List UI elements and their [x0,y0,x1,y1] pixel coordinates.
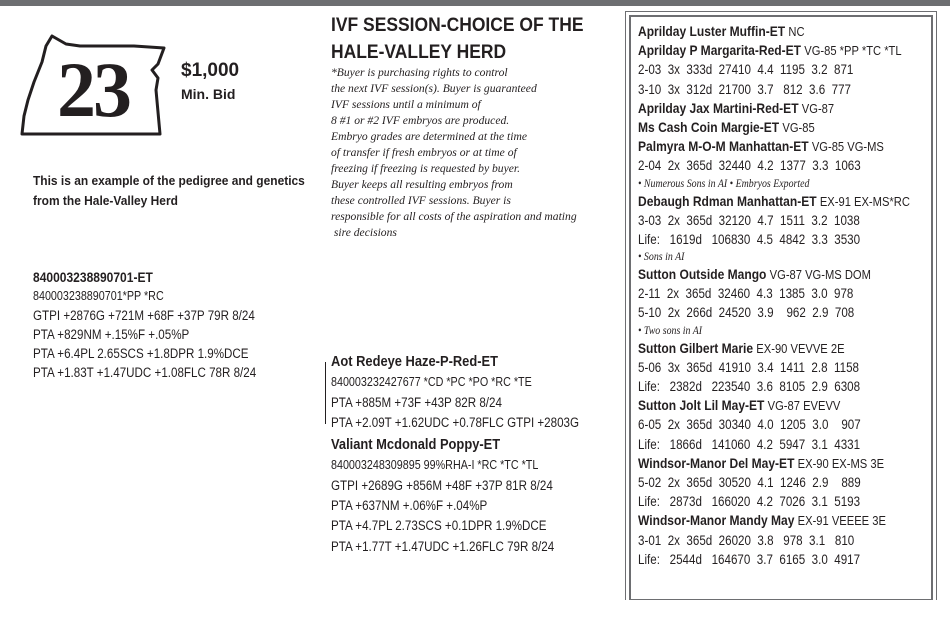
dam-registration: 840003248309895 99%RHA-I *RC *TC *TL [331,458,539,473]
production-record: Life: 1866d 141060 4.2 5947 3.1 4331 [638,436,861,452]
pedigree-bracket [325,362,326,424]
pedigree-note: • Sons in AI [638,251,685,264]
sire-registration: 840003232427677 *CD *PC *PO *RC *TE [331,375,532,390]
production-record: 5-10 2x 266d 24520 3.9 962 2.9 708 [638,305,855,321]
sire-dam-block [331,352,619,557]
production-record: 5-02 2x 365d 30520 4.1 1246 2.9 889 [638,474,861,490]
sire-genetics-line: PTA +885M +73F +43P 82R 8/24 [331,394,502,410]
example-line: This is an example of the pedigree and genetics [33,173,305,188]
production-record: Life: 2544d 164670 3.7 6165 3.0 4917 [638,551,861,567]
production-record: Life: 1619d 106830 4.5 4842 3.3 3530 [638,231,861,247]
example-note [33,171,309,211]
terms-line: IVF sessions until a minimum of [331,98,481,111]
pedigree-note: • Numerous Sons in AI • Embryos Exported [638,177,810,190]
terms-line: of transfer if fresh embryos or at time of [331,146,517,159]
animal-genetics-line: PTA +6.4PL 2.65SCS +1.8DPR 1.9%DCE [33,346,249,361]
production-record: 2-03 3x 333d 27410 4.4 1195 3.2 871 [638,62,854,78]
min-bid-price: $1,000 [181,60,240,81]
animal-genetics-line: PTA +1.83T +1.47UDC +1.08FLC 78R 8/24 [33,365,257,380]
ancestor-classification: VG-87 VG-MS DOM [769,267,871,283]
pedigree-ancestor [638,339,910,358]
ancestor-classification: EX-90 EX-MS 3E [797,455,885,471]
pedigree-ancestor [638,41,910,60]
production-record: 6-05 2x 365d 30340 4.0 1205 3.0 907 [638,417,861,433]
ancestor-classification: EX-90 VEVVE 2E [756,340,845,356]
dam-genetics-line: PTA +637NM +.06%F +.04%P [331,498,488,514]
terms-line: responsible for all costs of the aspiration and mating [331,210,577,223]
pedigree-note: • Two sons in AI [638,324,703,337]
terms-line: freezing if freezing is requested by buyer. [331,162,521,175]
pedigree-ancestor [638,454,910,473]
animal-genetics-line: GTPI +2876G +721M +68F +37P 79R 8/24 [33,308,255,323]
sire-genetics-line: PTA +2.09T +1.62UDC +0.78FLC GTPI +2803G [331,414,580,430]
ancestor-name: Debaugh Rdman Manhattan-ET [638,192,817,209]
terms-line: *Buyer is purchasing rights to control [331,66,508,79]
pedigree-ancestor [638,22,910,41]
terms-line: Embryo grades are determined at the time [331,130,527,143]
page-bottom [0,600,950,624]
terms-line: 8 #1 or #2 IVF embryos are produced. [331,114,510,127]
dam-genetics-line: GTPI +2689G +856M +48F +37P 81R 8/24 [331,477,553,493]
top-rule [0,0,950,6]
production-record: 2-11 2x 365d 32460 4.3 1385 3.0 978 [638,286,854,302]
production-record: 3-01 2x 365d 26020 3.8 978 3.1 810 [638,532,855,548]
animal-genetics-line: PTA +829NM +.15%F +.05%P [33,327,190,342]
ancestor-name: Aprilday Luster Muffin-ET [638,23,786,39]
production-record: Life: 2382d 223540 3.6 8105 2.9 6308 [638,379,861,394]
ancestor-classification: VG-85 VG-MS [811,139,884,155]
ancestor-classification: VG-87 [801,100,835,116]
production-record: 2-04 2x 365d 32440 4.2 1377 3.3 1063 [638,158,861,174]
ancestor-classification: NC [788,24,805,39]
pedigree-ancestor [638,192,910,211]
ancestor-name: Ms Cash Coin Margie-ET [638,118,780,135]
dam-genetics-line: PTA +4.7PL 2.73SCS +0.1DPR 1.9%DCE [331,518,547,534]
ancestor-name: Sutton Outside Mango [638,266,767,283]
terms-line: sire decisions [331,226,397,239]
title-line: HALE-VALLEY HERD [331,42,507,63]
featured-animal [33,268,293,382]
ancestor-name: Windsor-Manor Mandy May [638,512,795,529]
example-line: from the Hale-Valley Herd [33,193,178,208]
ancestor-classification: VG-85 [782,119,815,135]
pedigree-ancestor [638,99,910,118]
pedigree-ancestor [638,396,910,415]
ancestor-name: Windsor-Manor Del May-ET [638,454,795,471]
ancestor-name: Aprilday P Margarita-Red-ET [638,42,802,59]
sire-name: Aot Redeye Haze-P-Red-ET [331,353,499,370]
terms-line: Buyer keeps all resulting embryos from [331,178,513,191]
terms-line: these controlled IVF sessions. Buyer is [331,194,511,207]
pedigree-ancestor [638,137,910,156]
production-record: 3-10 3x 312d 21700 3.7 812 3.6 777 [638,81,852,97]
title-line: IVF SESSION-CHOICE OF THE [331,15,584,36]
production-record: Life: 2873d 166020 4.2 7026 3.1 5193 [638,494,861,510]
pedigree-ancestor [638,511,910,530]
pedigree-ancestor [638,118,910,137]
production-record: 3-03 2x 365d 32120 4.7 1511 3.2 1038 [638,212,860,228]
min-bid-label: Min. Bid [181,86,236,102]
ancestor-name: Aprilday Jax Martini-Red-ET [638,99,799,116]
pedigree-list [638,22,950,569]
animal-name: 840003238890701-ET [33,269,153,285]
ancestor-name: Palmyra M-O-M Manhattan-ET [638,138,809,155]
ancestor-name: Sutton Gilbert Marie [638,339,754,356]
pedigree-ancestor [638,265,910,284]
lot-number: 23 [57,46,129,133]
production-record: 5-06 3x 365d 41910 3.4 1411 2.8 1158 [638,359,859,375]
terms-text [331,65,601,241]
ancestor-classification: EX-91 EX-MS*RC [819,193,910,209]
lot-title [331,12,598,66]
ancestor-classification: VG-87 EVEVV [767,398,841,414]
dam-genetics-line: PTA +1.77T +1.47UDC +1.26FLC 79R 8/24 [331,538,555,554]
dam-name: Valiant Mcdonald Poppy-ET [331,436,501,454]
ancestor-classification: EX-91 VEEEE 3E [797,513,886,529]
ancestor-classification: VG-85 *PP *TC *TL [804,43,902,59]
ancestor-name: Sutton Jolt Lil May-ET [638,397,765,414]
animal-registration: 840003238890701*PP *RC [33,289,164,303]
terms-line: the next IVF session(s). Buyer is guaranteed [331,82,537,95]
